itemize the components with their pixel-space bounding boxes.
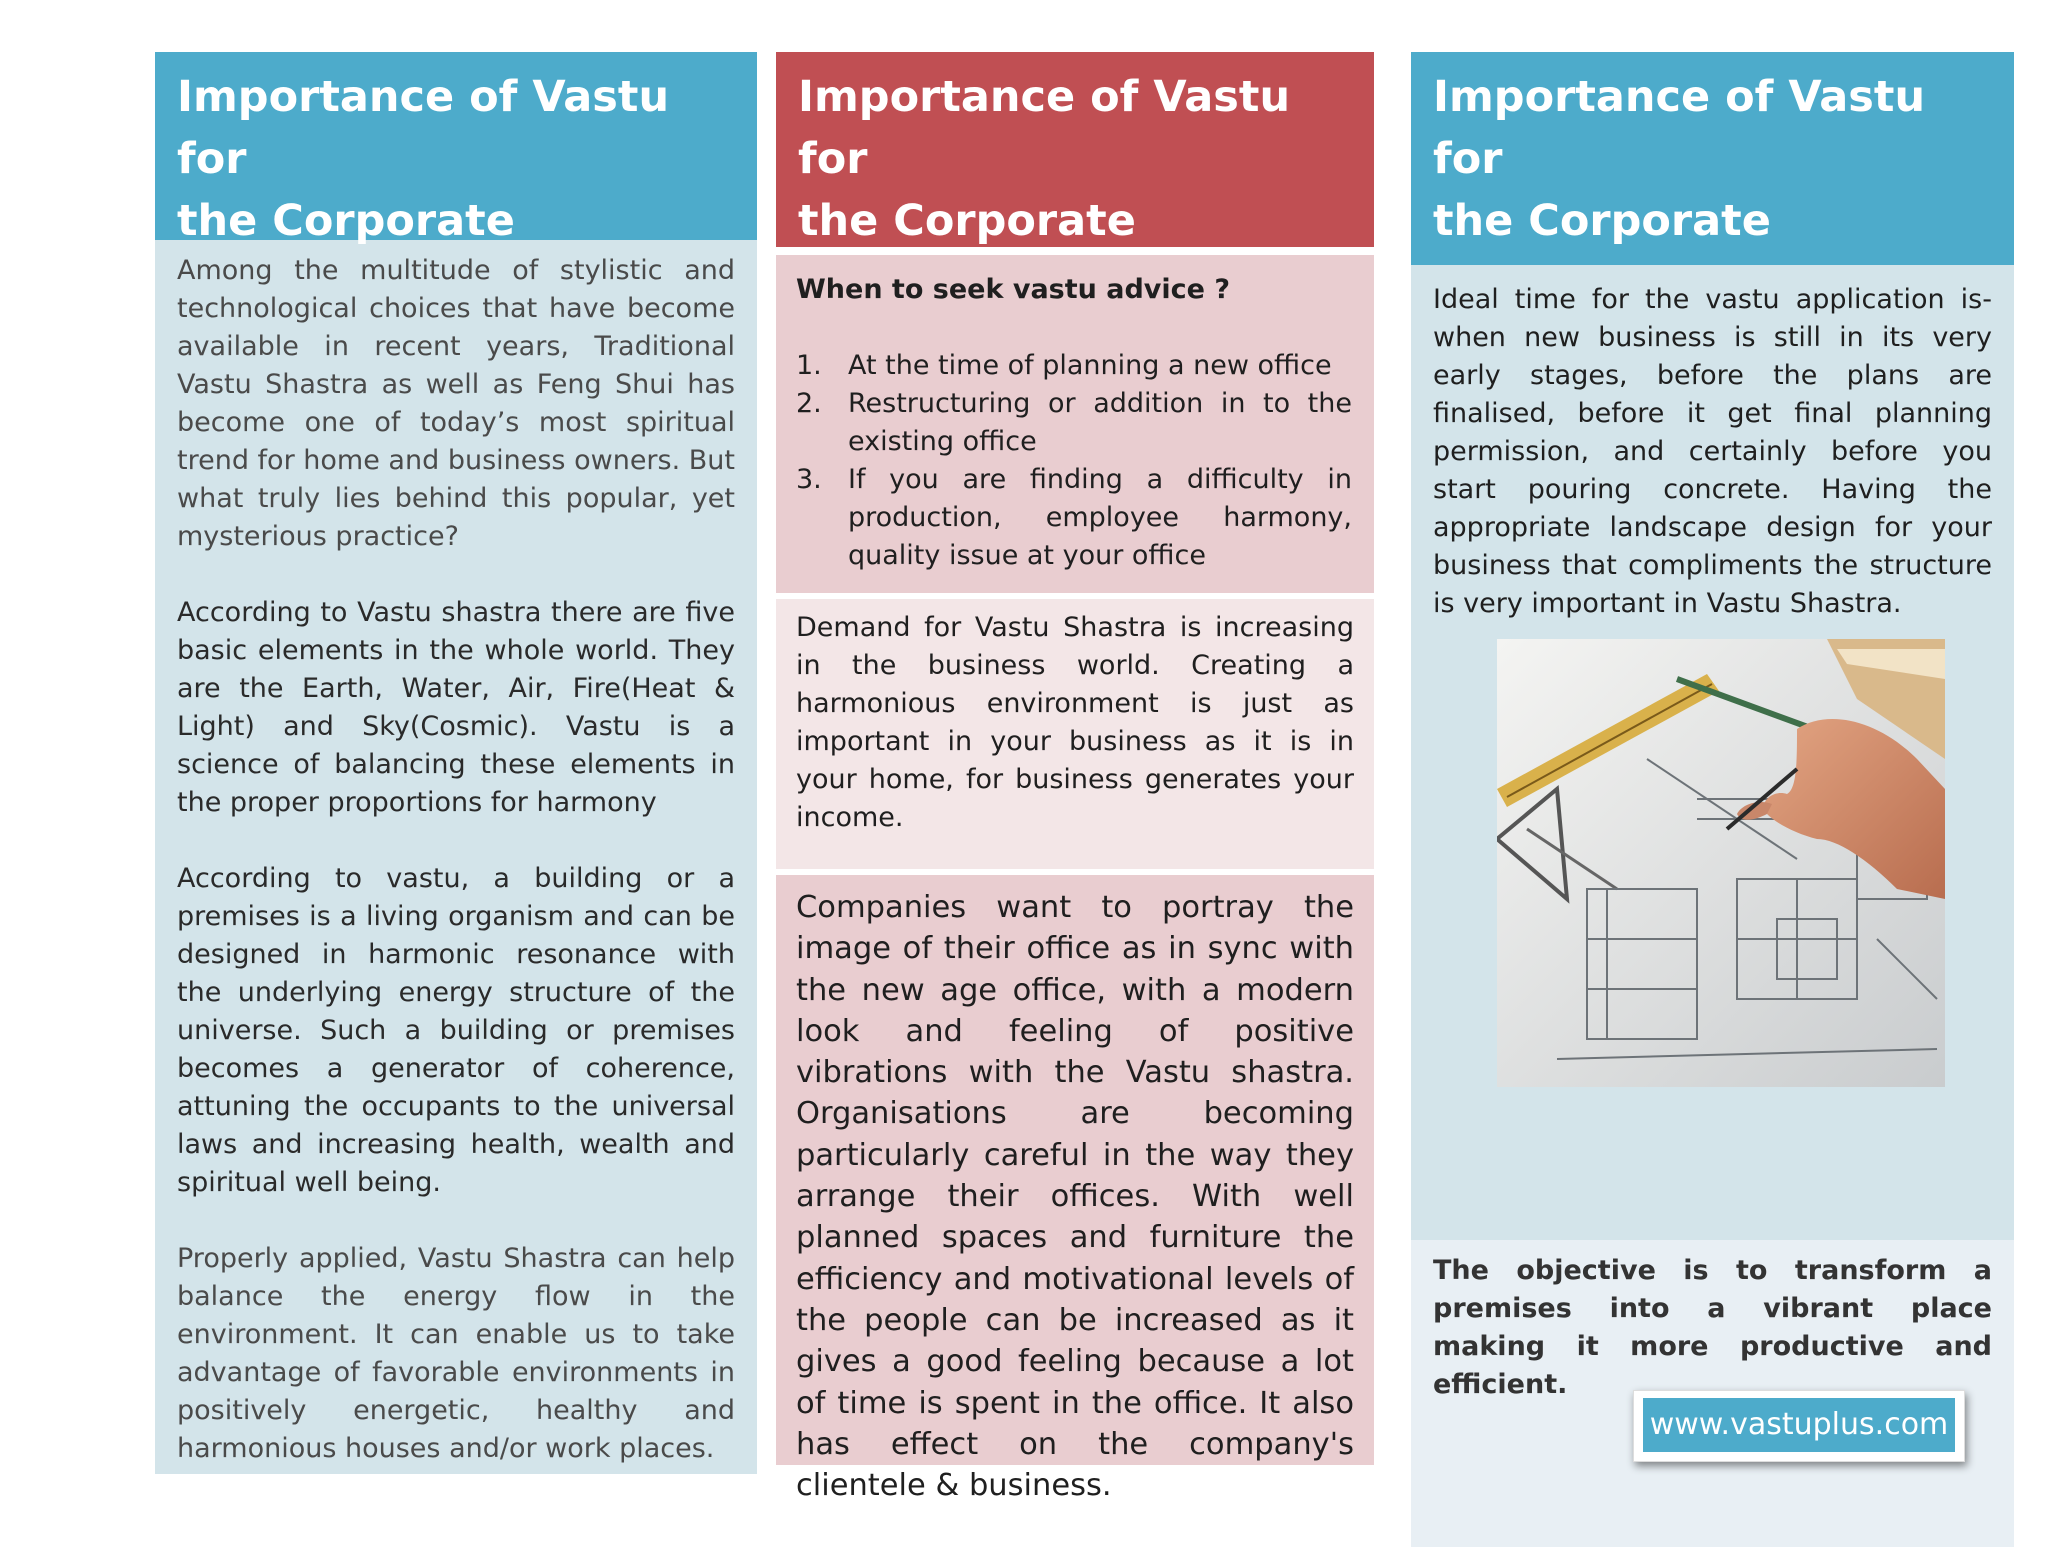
header-line-2: the Corporate xyxy=(1433,196,1771,246)
list-text: If you are finding a difficulty in production, employee harmony, quality issue at your office xyxy=(848,464,1352,571)
header-line-1: Importance of Vastu for xyxy=(177,72,670,184)
header-line-2: the Corporate xyxy=(177,196,515,246)
column-right xyxy=(1411,52,2014,1547)
website-link-button[interactable] xyxy=(1633,1390,1965,1462)
list-number: 2. xyxy=(796,388,822,419)
paragraph-properly-applied: Properly applied, Vastu Shastra can help balance the energy flow in the environment. It can enable us to take advantage of favorable environments in positively energetic, healthy and harmonious houses and/or work places. xyxy=(177,1243,735,1464)
demand-section xyxy=(776,599,1374,869)
column-left-header xyxy=(155,52,757,246)
when-to-seek-title: When to seek vastu advice ? xyxy=(796,274,1231,305)
column-left xyxy=(155,52,757,1474)
ideal-time-section xyxy=(1411,265,2014,1240)
when-to-seek-list xyxy=(796,347,1352,575)
header-line-2: the Corporate xyxy=(798,196,1136,246)
architect-drawing-photo xyxy=(1497,639,1945,1087)
list-item xyxy=(796,385,1352,461)
column-middle-header xyxy=(776,52,1374,247)
list-item xyxy=(796,461,1352,575)
list-text: Restructuring or addition in to the existing office xyxy=(848,388,1352,457)
header-line-1: Importance of Vastu for xyxy=(798,72,1291,184)
companies-section xyxy=(776,875,1374,1504)
list-number: 1. xyxy=(796,350,822,381)
column-middle xyxy=(776,52,1374,1504)
list-item xyxy=(796,347,1352,385)
column-right-header xyxy=(1411,52,2014,265)
header-line-1: Importance of Vastu for xyxy=(1433,72,1926,184)
ideal-time-paragraph: Ideal time for the vastu application is- when new business is still in its very early stages, before the plans are finalised, before it get final planning permission, and certainly before you start pouring concrete. Having the appropriate landscape design for your business that compliments the structure is very important in Vastu Shastra. xyxy=(1433,284,1992,619)
list-text: At the time of planning a new office xyxy=(848,350,1332,381)
when-to-seek-section xyxy=(776,255,1374,593)
objective-section xyxy=(1411,1240,2014,1547)
paragraph-intro: Among the multitude of stylistic and technological choices that have become available in recent years, Traditional Vastu Shastra as well as Feng Shui has become one of today’s most spiritual trend for home and business owners. But what truly lies behind this popular, yet mysterious practice? xyxy=(177,255,735,552)
website-link-text[interactable]: www.vastuplus.com xyxy=(1643,1398,1955,1452)
list-number: 3. xyxy=(796,464,822,495)
demand-paragraph: Demand for Vastu Shastra is increasing in the business world. Creating a harmonious environment is just as important in your business as it is in your home, for business generates your income. xyxy=(796,612,1354,833)
paragraph-five-elements: According to Vastu shastra there are five basic elements in the whole world. They are the Earth, Water, Air, Fire(Heat & Light) and Sky(Cosmic). Vastu is a science of balancing these elements in the proper proportions for harmony xyxy=(177,597,735,818)
column-left-body xyxy=(155,240,757,1474)
companies-paragraph: Companies want to portray the image of their office as in sync with the new age office, with a modern look and feeling of positive vibrations with the Vastu shastra. Organisations are becoming particularly careful in the way they arrange their offices. With well planned spaces and furniture the efficiency and motivational levels of the people can be increased as it gives a good feeling because a lot of time is spent in the office. It also has effect on the company's clientele & business. xyxy=(796,890,1354,1504)
objective-paragraph: The objective is to transform a premises into a vibrant place making it more productive and efficient. xyxy=(1433,1255,1992,1400)
paragraph-living-organism: According to vastu, a building or a premises is a living organism and can be designed in harmonic resonance with the underlying energy structure of the universe. Such a building or premises becomes a generator of coherence, attuning the occupants to the universal laws and increasing health, wealth and spiritual well being. xyxy=(177,863,735,1198)
